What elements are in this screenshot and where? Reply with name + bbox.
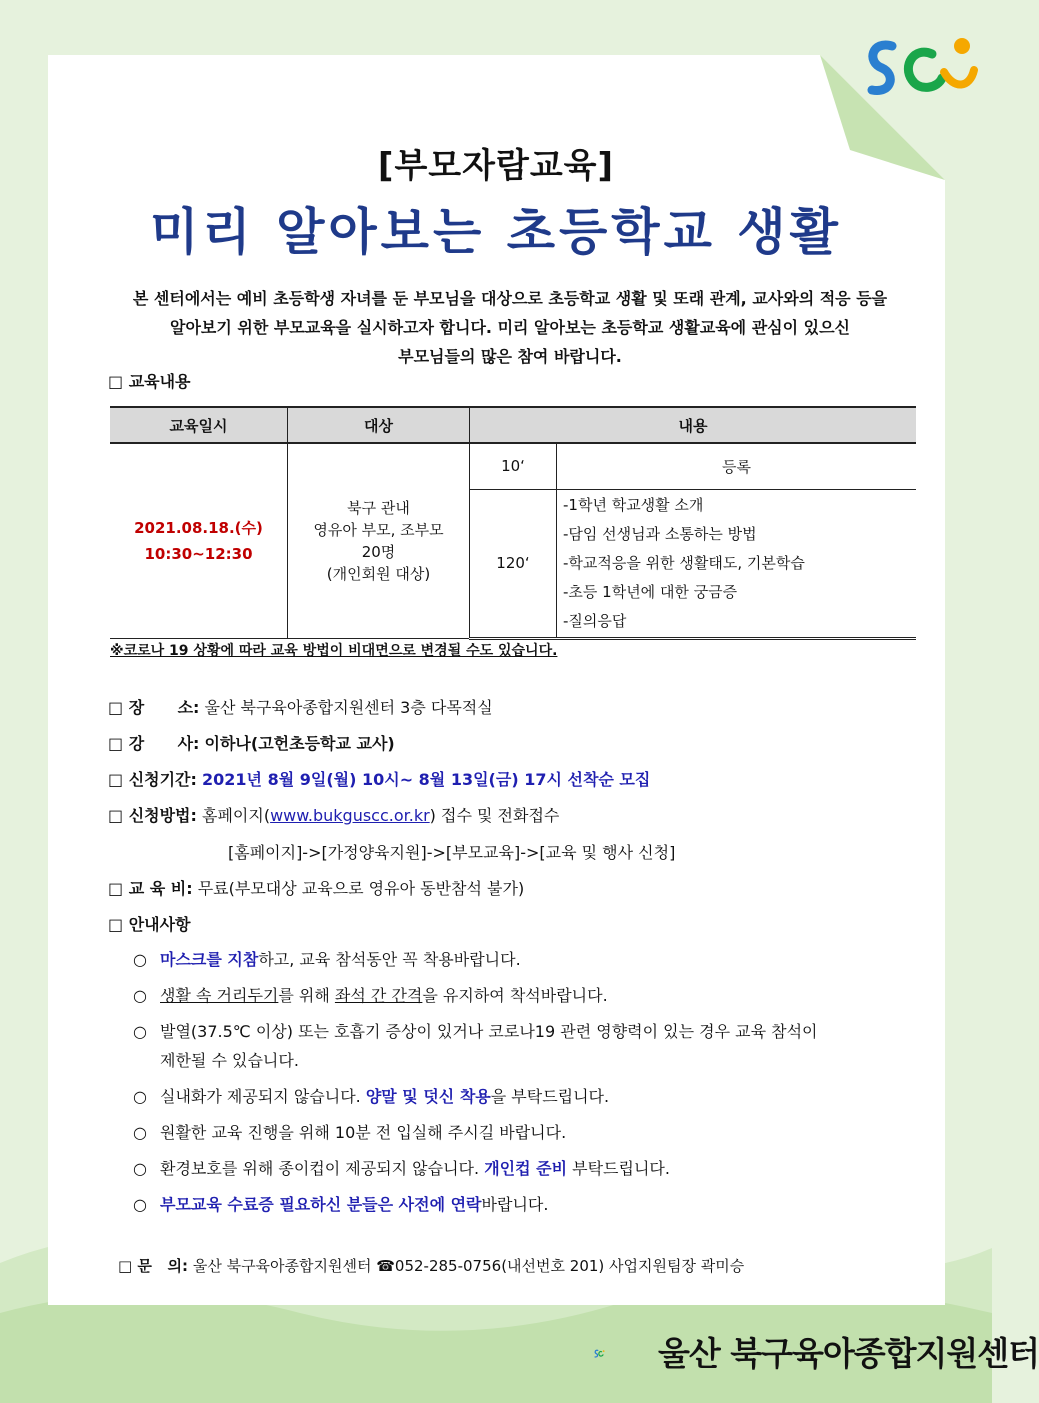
lecturer-value: 이하나(고헌초등학교 교사) bbox=[204, 734, 395, 753]
bullet-icon: ○ bbox=[133, 1195, 147, 1214]
section-education-content: □ 교육내용 bbox=[108, 372, 191, 391]
content-item: -담임 선생님과 소통하는 방법 bbox=[563, 524, 757, 543]
education-table bbox=[110, 406, 916, 640]
info-notice-label bbox=[108, 912, 191, 935]
contact-text: 울산 북구육아종합지원센터 ☎052-285-0756(내선번호 201) 사업지원팀장 곽미승 bbox=[192, 1257, 745, 1275]
contact-label: □ 문 의: bbox=[118, 1257, 189, 1275]
header-date: 교육일시 bbox=[110, 407, 288, 443]
header-target: 대상 bbox=[288, 407, 470, 443]
footer-logo-icon bbox=[594, 1323, 656, 1385]
target-line: (개인회원 대상) bbox=[326, 564, 431, 583]
notice-highlight: 개인컵 준비 bbox=[484, 1159, 568, 1178]
notice-label: □ 안내사항 bbox=[108, 915, 191, 934]
fee-label: □ 교 육 비: bbox=[108, 879, 193, 898]
bullet-icon: ○ bbox=[133, 1159, 147, 1178]
notice-text: 부탁드립니다. bbox=[567, 1159, 670, 1178]
header-content: 내용 bbox=[470, 407, 917, 443]
info-method bbox=[108, 803, 559, 826]
notice-text: 를 위해 bbox=[278, 986, 335, 1005]
target-line: 북구 관내 bbox=[347, 498, 410, 517]
bullet-icon: ○ bbox=[133, 950, 147, 969]
minutes-cell: 10‘ bbox=[470, 443, 557, 489]
education-date: 2021.08.18.(수) bbox=[134, 518, 263, 537]
notice-item bbox=[133, 1154, 670, 1183]
notice-item bbox=[133, 945, 521, 974]
target-cell bbox=[288, 443, 470, 638]
bullet-icon: ○ bbox=[133, 1123, 147, 1142]
notice-text: 하고, 교육 참석동안 꼭 착용바랍니다. bbox=[258, 950, 521, 969]
notice-text: 바랍니다. bbox=[481, 1195, 549, 1214]
bullet-icon: ○ bbox=[133, 1022, 147, 1041]
bullet-icon: ○ bbox=[133, 986, 147, 1005]
date-cell bbox=[110, 443, 288, 638]
notice-underline: 생활 속 거리두기 bbox=[160, 986, 279, 1005]
notice-item bbox=[133, 1190, 548, 1219]
notice-item bbox=[133, 981, 608, 1010]
content-item: -1학년 학교생활 소개 bbox=[563, 495, 704, 514]
education-time: 10:30~12:30 bbox=[144, 544, 253, 563]
notice-text: 원활한 교육 진행을 위해 10분 전 입실해 주시길 바랍니다. bbox=[160, 1123, 567, 1142]
notice-highlight: 부모교육 수료증 필요하신 분들은 사전에 연락 bbox=[160, 1195, 482, 1214]
content-cell: 등록 bbox=[557, 443, 917, 489]
notice-highlight: 마스크를 지참 bbox=[160, 950, 259, 969]
intro-line: 알아보기 위한 부모교육을 실시하고자 합니다. 미리 알아보는 초등학교 생활교육에 관심이 있으신 bbox=[169, 318, 851, 337]
covid-note: ※코로나 19 상황에 따라 교육 방법이 비대면으로 변경될 수도 있습니다. bbox=[110, 643, 558, 659]
program-bracket-title: [부모자람교육] bbox=[377, 146, 615, 186]
notice-item bbox=[133, 1118, 566, 1147]
target-line: 20명 bbox=[361, 542, 396, 561]
homepage-link[interactable]: www.bukguscc.or.kr bbox=[270, 806, 430, 825]
method-label: □ 신청방법: bbox=[108, 806, 197, 825]
bullet-icon: ○ bbox=[133, 1087, 147, 1106]
method-path: [홈페이지]->[가정양육지원]->[부모교육]->[교육 및 행사 신청] bbox=[228, 843, 676, 862]
fee-value: 무료(부모대상 교육으로 영유아 동반참석 불가) bbox=[197, 879, 525, 898]
info-place bbox=[108, 695, 493, 718]
notice-text: 실내화가 제공되지 않습니다. bbox=[160, 1087, 366, 1106]
minutes-cell: 120‘ bbox=[470, 489, 557, 638]
period-value: 2021년 8월 9일(월) 10시~ 8월 13일(금) 17시 선착순 모집 bbox=[202, 770, 651, 789]
contact-info bbox=[118, 1255, 744, 1276]
content-item: -질의응답 bbox=[563, 611, 627, 630]
info-period bbox=[108, 767, 650, 790]
intro-text bbox=[100, 284, 920, 371]
notice-underline: 좌석 간 간격 bbox=[334, 986, 423, 1005]
footer-center-name: 울산 북구육아종합지원센터 bbox=[658, 1334, 1039, 1373]
method-suffix: ) 접수 및 전화접수 bbox=[429, 806, 560, 825]
method-prefix: 홈페이지( bbox=[202, 806, 271, 825]
intro-line: 부모님들의 많은 참여 바랍니다. bbox=[398, 347, 622, 366]
content-item: -초등 1학년에 대한 궁금증 bbox=[563, 582, 738, 601]
notice-text: 발열(37.5℃ 이상) 또는 호흡기 증상이 있거나 코로나19 관련 영향력이 있는 경우 교육 참석이 bbox=[160, 1022, 818, 1041]
notice-highlight: 양말 및 덧신 착용 bbox=[365, 1087, 491, 1106]
info-lecturer bbox=[108, 731, 395, 754]
period-label: □ 신청기간: bbox=[108, 770, 197, 789]
page-title: 미리 알아보는 초등학교 생활 bbox=[150, 203, 842, 261]
notice-item bbox=[133, 1082, 609, 1111]
intro-line: 본 센터에서는 예비 초등학생 자녀를 둔 부모님을 대상으로 초등학교 생활 및 또래 관계, 교사와의 적응 등을 bbox=[132, 289, 888, 308]
info-fee bbox=[108, 876, 524, 899]
content-list-cell bbox=[557, 489, 917, 638]
lecturer-label: □ 강 사: bbox=[108, 734, 200, 753]
center-logo-icon bbox=[862, 32, 980, 104]
notice-text: 환경보호를 위해 종이컵이 제공되지 않습니다. bbox=[160, 1159, 485, 1178]
notice-text: 제한될 수 있습니다. bbox=[160, 1051, 299, 1070]
notice-item bbox=[133, 1017, 923, 1075]
target-line: 영유아 부모, 조부모 bbox=[313, 520, 444, 539]
notice-text: 을 유지하여 착석바랍니다. bbox=[422, 986, 608, 1005]
place-label: □ 장 소: bbox=[108, 698, 200, 717]
content-item: -학교적응을 위한 생활태도, 기본학습 bbox=[563, 553, 805, 572]
notice-text: 을 부탁드립니다. bbox=[490, 1087, 610, 1106]
place-value: 울산 북구육아종합지원센터 3층 다목적실 bbox=[204, 698, 493, 717]
